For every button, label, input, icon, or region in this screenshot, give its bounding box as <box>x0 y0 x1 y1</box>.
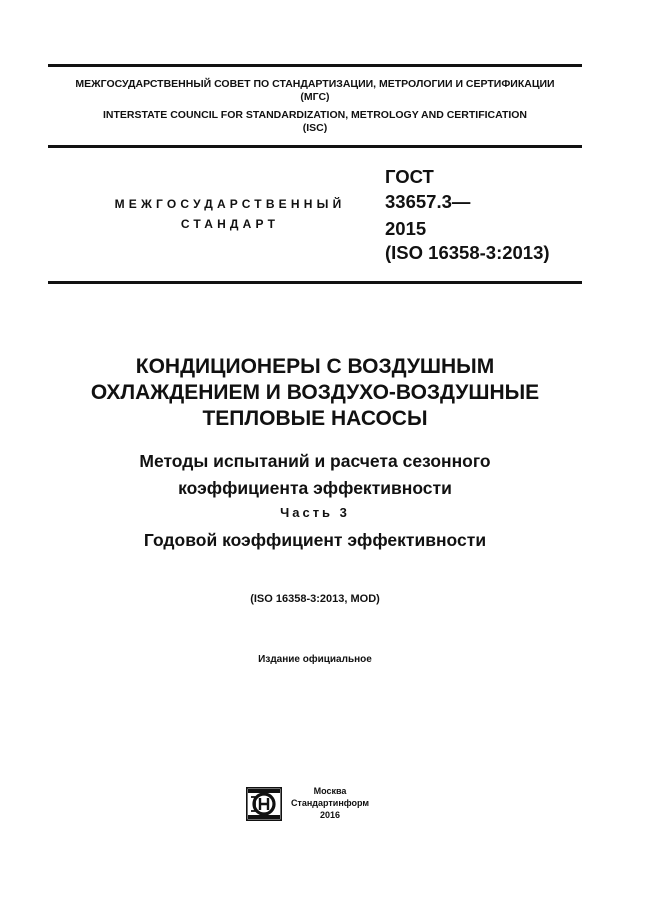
standard-code-line1: ГОСТ <box>385 166 434 187</box>
standard-code-line3: 2015 <box>385 218 427 239</box>
title-line3: ТЕПЛОВЫЕ НАСОСЫ <box>202 407 428 430</box>
title-line1: КОНДИЦИОНЕРЫ С ВОЗДУШНЫМ <box>135 355 495 378</box>
edition-note: Издание официальное <box>258 654 372 665</box>
modification-note: (ISO 16358-3:2013, MOD) <box>250 593 380 605</box>
subtitle-line1: Методы испытаний и расчета сезонного <box>139 451 491 471</box>
standartinform-logo-icon <box>246 787 282 821</box>
title-line2: ОХЛАЖДЕНИЕМ И ВОЗДУХО-ВОЗДУШНЫЕ <box>90 381 540 404</box>
council-ru: МЕЖГОСУДАРСТВЕННЫЙ СОВЕТ ПО СТАНДАРТИЗАЦИИ, МЕТРОЛОГИИ И СЕРТИФИКАЦИИ <box>75 78 555 90</box>
publisher-year: 2016 <box>319 810 341 820</box>
publisher-city: Москва <box>313 786 347 796</box>
standard-kind-line1: МЕЖГОСУДАРСТВЕННЫЙ <box>114 197 346 211</box>
top-rule <box>48 64 582 67</box>
subtitle-line2: коэффициента эффективности <box>178 478 452 498</box>
standard-code-line2: 33657.3— <box>385 191 471 212</box>
publisher-name: Стандартинформ <box>290 798 370 808</box>
council-en-abbr: (ISC) <box>302 122 328 134</box>
standard-rule <box>48 281 582 284</box>
council-en: INTERSTATE COUNCIL FOR STANDARDIZATION, METROLOGY AND CERTIFICATION <box>102 109 528 121</box>
standard-kind-line2: СТАНДАРТ <box>180 217 280 231</box>
part-title: Годовой коэффициент эффективности <box>143 530 487 550</box>
part-label: Часть 3 <box>280 505 350 520</box>
header-rule <box>48 145 582 148</box>
standard-code-line4: (ISO 16358-3:2013) <box>385 242 550 263</box>
council-ru-abbr: (МГС) <box>300 91 330 103</box>
